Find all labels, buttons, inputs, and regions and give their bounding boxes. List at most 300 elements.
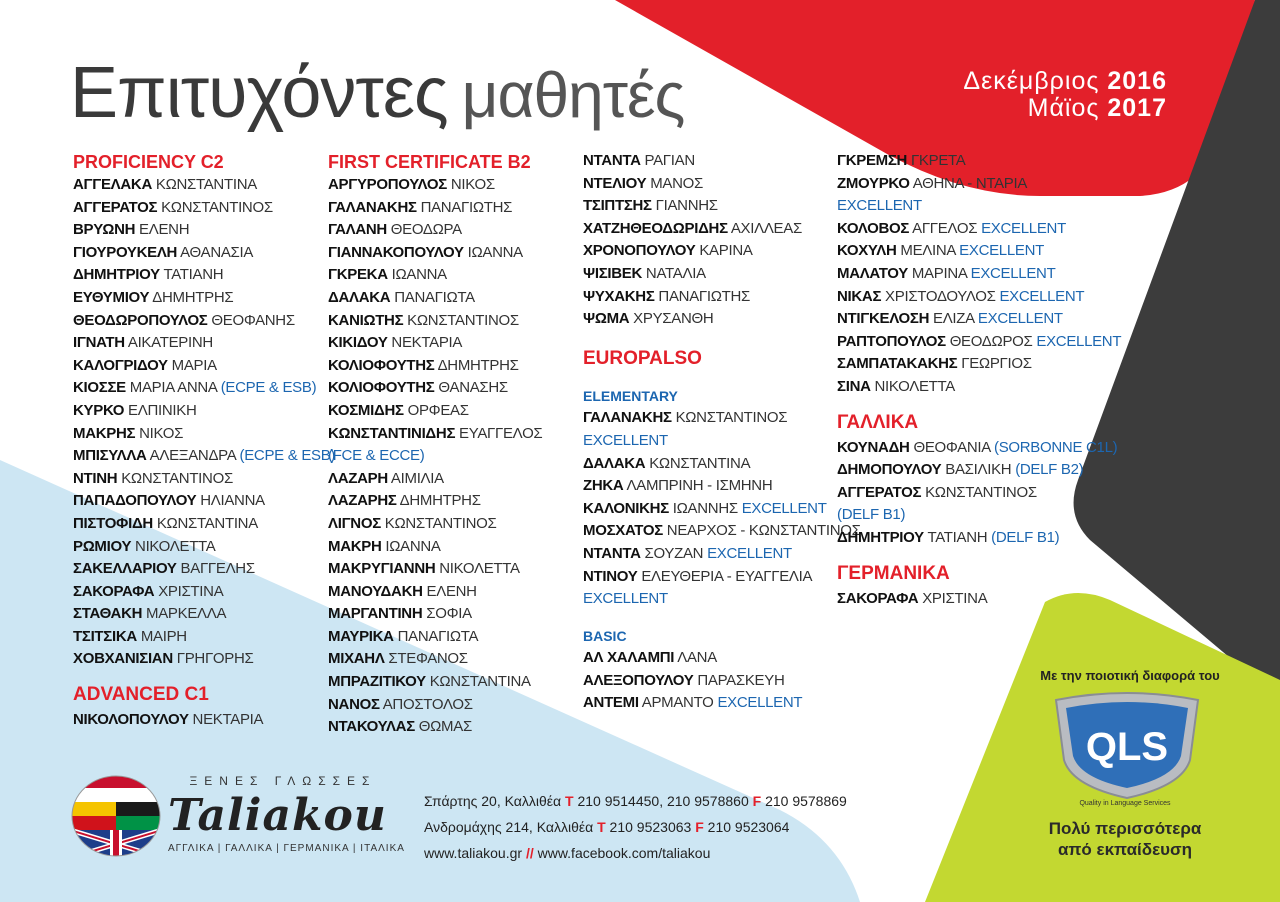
student-surname: ΜΑΝΟΥΔΑΚΗ <box>328 582 423 600</box>
student-surname: ΑΓΓΕΡΑΤΟΣ <box>73 198 158 216</box>
student-surname: ΑΛΕΞΟΠΟΥΛΟΥ <box>583 671 694 689</box>
student-firstname: ΧΡΙΣΤΟΔΟΥΛΟΣ <box>885 287 996 305</box>
student-surname: ΝΤΙΝΟΥ <box>583 567 638 585</box>
list-elementary <box>583 407 861 610</box>
qls-logo-text: QLS <box>1085 725 1169 769</box>
student-row <box>73 648 328 671</box>
student-surname: ΝΙΚΑΣ <box>837 287 882 305</box>
student-surname: ΧΟΒΧΑΝΙΣΙΑΝ <box>73 650 173 668</box>
student-row <box>583 588 838 611</box>
student-surname: ΝΤΕΛΙΟΥ <box>583 174 647 192</box>
student-row <box>73 709 328 732</box>
student-row <box>73 558 328 581</box>
address-2: Ανδρομάχης 214, Καλλιθέα <box>424 819 594 835</box>
distinction-note: EXCELLENT <box>741 499 827 517</box>
student-firstname: ΑΧΙΛΛΕΑΣ <box>730 219 802 237</box>
student-surname: ΑΝΤΕΜΙ <box>583 694 639 712</box>
student-surname: ΨΙΣΙΒΕΚ <box>583 264 643 282</box>
student-surname: ΑΛ ΧΑΛΑΜΠΙ <box>583 649 675 667</box>
student-surname: ΚΟΧΥΛΗ <box>837 242 897 260</box>
student-surname: ΒΡΥΩΝΗ <box>73 221 136 239</box>
student-firstname: ΘΕΟΔΩΡΟΣ <box>949 332 1033 350</box>
student-firstname: ΘΑΝΑΣΗΣ <box>438 379 508 397</box>
student-firstname: ΟΡΦΕΑΣ <box>407 401 469 419</box>
student-row <box>837 588 1092 611</box>
student-surname: ΜΑΡΓΑΝΤΙΝΗ <box>328 605 423 623</box>
student-surname: ΣΑΚΟΡΑΦΑ <box>73 582 155 600</box>
school-languages: ΑΓΓΛΙΚΑ | ΓΑΛΛΙΚΑ | ΓΕΡΜΑΝΙΚΑ | ΙΤΑΛΙΚΑ <box>168 843 405 854</box>
date-month-1: Δεκέμβριος <box>963 67 1100 95</box>
student-surname: ΑΡΓΥΡΟΠΟΥΛΟΣ <box>328 176 447 193</box>
student-firstname: ΕΛΕΝΗ <box>426 582 477 600</box>
student-row <box>73 603 328 626</box>
section-proficiency-heading: PROFICIENCY C2 <box>73 152 224 172</box>
student-surname: ΝΑΝΟΣ <box>328 695 380 713</box>
student-row <box>837 459 1092 482</box>
section-german-heading: ΓΕΡΜΑΝΙΚΑ <box>837 562 950 584</box>
student-row <box>837 437 1118 460</box>
student-row <box>73 423 328 446</box>
student-row <box>328 513 583 536</box>
student-surname: ΑΓΓΕΡΑΤΟΣ <box>837 483 922 501</box>
phone-1: 210 9514450, 210 9578860 <box>577 793 749 809</box>
student-surname: ΨΥΧΑΚΗΣ <box>583 287 655 305</box>
student-surname: ΨΩΜΑ <box>583 310 630 328</box>
subsection-basic-heading: BASIC <box>583 627 627 644</box>
list-basic <box>583 647 838 715</box>
student-firstname: ΑΙΜΙΛΙΑ <box>390 469 444 487</box>
student-firstname: ΚΩΝΣΤΑΝΤΙΝΟΣ <box>407 311 519 329</box>
fax-2: 210 9523064 <box>707 819 790 835</box>
student-firstname: ΠΑΡΑΣΚΕΥΗ <box>697 671 785 689</box>
student-surname: ΝΤΙΓΚΕΛΟΣΗ <box>837 310 930 328</box>
student-firstname: ΧΡΙΣΤΙΝΑ <box>158 582 224 600</box>
student-row <box>583 543 838 566</box>
student-surname: ΓΑΛΑΝΑΚΗΣ <box>583 409 672 427</box>
student-firstname: ΜΑΡΙΝΑ <box>911 264 967 282</box>
student-surname: ΑΓΓΕΛΑΚΑ <box>73 176 152 193</box>
contact-line-3 <box>424 840 847 866</box>
student-row <box>73 264 328 287</box>
student-firstname: ΚΩΝΣΤΑΝΤΙΝΑ <box>156 514 258 532</box>
student-firstname: ΑΙΚΑΤΕΡΙΝΗ <box>127 334 213 352</box>
student-surname: ΔΑΛΑΚΑ <box>583 454 646 472</box>
student-firstname: ΘΕΟΦΑΝΗΣ <box>211 311 295 329</box>
distinction-note: EXCELLENT <box>837 197 922 215</box>
student-row <box>328 174 583 197</box>
student-firstname: ΜΑΡΙΑ <box>171 356 217 374</box>
student-surname: ΜΑΥΡΙΚΑ <box>328 627 394 645</box>
student-row <box>73 197 328 220</box>
date-line-2 <box>963 95 1167 122</box>
student-surname: ΓΚΡΕΚΑ <box>328 266 388 284</box>
student-row <box>73 513 328 536</box>
student-firstname: ΚΩΝΣΤΑΝΤΙΝΑ <box>155 176 257 193</box>
student-firstname: ΑΘΑΝΑΣΙΑ <box>180 243 254 261</box>
student-row <box>328 716 583 739</box>
student-row <box>328 377 583 400</box>
student-row <box>583 173 838 196</box>
student-row <box>73 490 328 513</box>
student-firstname: ΝΙΚΟΣ <box>450 176 495 193</box>
date-month-2: Μάϊος <box>1027 94 1100 122</box>
student-row <box>328 287 583 310</box>
distinction-note: EXCELLENT <box>707 544 792 562</box>
student-surname: ΣΑΚΕΛΛΑΡΙΟΥ <box>73 560 177 578</box>
student-firstname: ΓΚΡΕΤΑ <box>910 152 966 169</box>
student-firstname: ΧΡΥΣΑΝΘΗ <box>633 310 714 328</box>
student-firstname: ΝΕΚΤΑΡΙΑ <box>192 711 264 729</box>
exam-dates <box>963 68 1167 122</box>
student-firstname: ΠΑΝΑΓΙΩΤΗΣ <box>658 287 751 305</box>
student-firstname: ΜΑΝΟΣ <box>650 174 703 192</box>
distinction-note: (ECPE & ESB) <box>239 447 336 465</box>
student-row <box>328 445 583 468</box>
student-firstname: ΙΩΑΝΝΑ <box>385 537 441 555</box>
student-firstname: ΓΡΗΓΟΡΗΣ <box>176 650 254 668</box>
student-surname: ΔΗΜΟΠΟΥΛΟΥ <box>837 461 942 479</box>
student-row <box>328 490 583 513</box>
student-row <box>837 263 1092 286</box>
list-french <box>837 437 1118 550</box>
distinction-note: EXCELLENT <box>999 287 1085 305</box>
student-surname: ΚΥΡΚΟ <box>73 401 125 419</box>
student-row <box>837 240 1092 263</box>
qls-subtitle: Quality in Language Services <box>1079 800 1171 807</box>
distinction-note: EXCELLENT <box>977 310 1063 328</box>
student-firstname: ΘΕΟΦΑΝΙΑ <box>913 438 991 456</box>
column-2 <box>328 150 583 739</box>
phone-label-2: T <box>597 819 606 835</box>
distinction-note: EXCELLENT <box>717 694 803 712</box>
student-row <box>583 195 838 218</box>
facebook-link[interactable]: www.facebook.com/taliakou <box>537 845 711 861</box>
student-row <box>328 603 583 626</box>
student-surname: ΛΙΓΝΟΣ <box>328 514 381 532</box>
subsection-elementary-heading: ELEMENTARY <box>583 387 678 404</box>
student-row <box>837 527 1092 550</box>
student-firstname: ΣΟΦΙΑ <box>426 605 472 623</box>
link-separator: // <box>525 845 534 861</box>
distinction-note: (DELF B2) <box>1015 461 1084 479</box>
student-firstname: ΓΕΩΡΓΙΟΣ <box>961 355 1032 373</box>
student-row <box>583 286 838 309</box>
student-firstname: ΑΘΗΝΑ - ΝΤΑΡΙΑ <box>912 174 1028 192</box>
student-row <box>73 581 328 604</box>
student-row <box>328 242 583 265</box>
distinction-note: EXCELLENT <box>981 219 1066 237</box>
student-row <box>328 400 583 423</box>
student-row <box>328 648 583 671</box>
student-row <box>583 308 838 331</box>
student-row <box>328 581 583 604</box>
student-firstname: ΚΩΝΣΤΑΝΤΙΝΟΣ <box>675 409 788 427</box>
student-row <box>583 498 838 521</box>
student-surname: ΚΑΛΟΓΡΙΔΟΥ <box>73 356 168 374</box>
student-firstname: ΑΛΕΞΑΝΔΡΑ <box>149 447 236 465</box>
student-row <box>837 308 1092 331</box>
student-surname: ΛΑΖΑΡΗΣ <box>328 492 397 510</box>
student-row <box>73 287 328 310</box>
student-row <box>73 626 328 649</box>
student-row <box>73 355 328 378</box>
student-row <box>837 376 1092 399</box>
student-row <box>328 355 583 378</box>
student-firstname: ΚΩΝΣΤΑΝΤΙΝΟΣ <box>925 483 1037 501</box>
phone-2: 210 9523063 <box>609 819 692 835</box>
student-surname: ΖΗΚΑ <box>583 477 624 495</box>
student-row <box>837 504 1092 527</box>
student-firstname: ΝΙΚΟΛΕΤΤΑ <box>439 560 520 578</box>
student-firstname: ΤΑΤΙΑΝΗ <box>163 266 224 284</box>
distinction-note: (DELF B1) <box>837 506 906 524</box>
distinction-note: (SORBONNE C1L) <box>994 438 1118 456</box>
student-row <box>73 536 328 559</box>
list-first <box>328 174 583 739</box>
student-firstname: ΝΙΚΟΛΕΤΤΑ <box>135 537 216 555</box>
qls-caption: Με την ποιοτική διαφορά του <box>1040 668 1220 683</box>
student-row <box>583 566 838 589</box>
student-row <box>583 475 838 498</box>
distinction-note: EXCELLENT <box>583 431 668 449</box>
student-surname: ΔΗΜΗΤΡΙΟΥ <box>837 528 924 546</box>
student-firstname: ΕΛΕΥΘΕΡΙΑ - ΕΥΑΓΓΕΛΙΑ <box>641 567 813 585</box>
list-basic-continued <box>837 150 1122 399</box>
student-firstname: ΝΕΑΡΧΟΣ - ΚΩΝΣΤΑΝΤΙΝΟΣ <box>666 522 861 540</box>
student-surname: ΖΜΟΥΡΚΟ <box>837 174 910 192</box>
student-firstname: ΜΑΙΡΗ <box>140 627 187 645</box>
address-1: Σπάρτης 20, Καλλιθέα <box>424 793 562 809</box>
student-surname: ΠΙΣΤΟΦΙΔΗ <box>73 514 153 532</box>
student-row <box>328 332 583 355</box>
student-firstname: ΣΤΕΦΑΝΟΣ <box>388 650 468 668</box>
student-surname: ΝΤΑΚΟΥΛΑΣ <box>328 718 415 736</box>
list-first-continued <box>583 150 838 331</box>
student-firstname: ΒΑΣΙΛΙΚΗ <box>945 461 1012 479</box>
student-surname: ΜΠΡΑΖΙΤΙΚΟΥ <box>328 673 426 691</box>
student-row <box>583 647 838 670</box>
student-surname: ΚΟΛΟΒΟΣ <box>837 219 910 237</box>
student-surname: ΙΓΝΑΤΗ <box>73 334 125 352</box>
student-surname: ΣΙΝΑ <box>837 377 871 395</box>
student-firstname: ΠΑΝΑΓΙΩΤΑ <box>394 288 475 306</box>
column-4 <box>837 150 1122 610</box>
student-firstname: ΣΟΥΖΑΝ <box>644 544 704 562</box>
student-surname: ΤΣΙΤΣΙΚΑ <box>73 627 137 645</box>
student-firstname: ΚΩΝΣΤΑΝΤΙΝΑ <box>429 673 531 691</box>
student-firstname: ΙΩΑΝΝΑ <box>391 266 447 284</box>
student-row <box>583 218 838 241</box>
student-firstname: ΤΑΤΙΑΝΗ <box>927 528 988 546</box>
student-surname: ΝΤΙΝΗ <box>73 469 118 487</box>
student-row <box>583 407 838 430</box>
student-firstname: ΝΙΚΟΣ <box>139 424 184 442</box>
student-firstname: ΙΩΑΝΝΑ <box>467 243 523 261</box>
student-surname: ΝΙΚΟΛΟΠΟΥΛΟΥ <box>73 711 189 729</box>
student-row <box>328 671 583 694</box>
student-firstname: ΝΙΚΟΛΕΤΤΑ <box>874 377 955 395</box>
student-surname: ΚΩΝΣΤΑΝΤΙΝΙΔΗΣ <box>328 424 456 442</box>
student-firstname: ΘΕΟΔΩΡΑ <box>390 221 462 239</box>
student-surname: ΝΤΑΝΤΑ <box>583 544 641 562</box>
student-surname: ΤΣΙΠΤΣΗΣ <box>583 197 652 215</box>
student-surname: ΚΑΛΟΝΙΚΗΣ <box>583 499 669 517</box>
student-row <box>73 219 328 242</box>
qls-tagline <box>1020 818 1230 860</box>
student-surname: ΣΑΚΟΡΑΦΑ <box>837 589 919 607</box>
distinction-note: EXCELLENT <box>583 590 668 608</box>
qls-tagline-line-2: από εκπαίδευση <box>1057 840 1193 859</box>
title-part2: μαθητές <box>461 59 685 131</box>
student-firstname: ΜΕΛΙΝΑ <box>900 242 956 260</box>
student-firstname: ΛΑΝΑ <box>677 649 717 667</box>
student-firstname: ΕΥΑΓΓΕΛΟΣ <box>459 424 543 442</box>
fax-label: F <box>752 793 762 809</box>
student-surname: ΡΩΜΙΟΥ <box>73 537 132 555</box>
student-row <box>837 195 1092 218</box>
student-surname: ΚΑΝΙΩΤΗΣ <box>328 311 404 329</box>
student-firstname: ΧΡΙΣΤΙΝΑ <box>922 589 988 607</box>
student-firstname: ΚΩΝΣΤΑΝΤΙΝΟΣ <box>121 469 233 487</box>
student-surname: ΡΑΠΤΟΠΟΥΛΟΣ <box>837 332 946 350</box>
student-surname: ΜΙΧΑΗΛ <box>328 650 385 668</box>
student-surname: ΘΕΟΔΩΡΟΠΟΥΛΟΣ <box>73 311 208 329</box>
distinction-note: (ECPE & ESB) <box>220 379 317 397</box>
student-firstname: ΓΙΑΝΝΗΣ <box>655 197 718 215</box>
date-year-1: 2016 <box>1107 67 1167 95</box>
student-surname: ΓΑΛΑΝΑΚΗΣ <box>328 198 417 216</box>
student-surname: ΓΚΡΕΜΣΗ <box>837 152 908 169</box>
student-row <box>73 310 328 333</box>
student-row <box>583 150 838 173</box>
student-surname: ΠΑΠΑΔΟΠΟΥΛΟΥ <box>73 492 197 510</box>
student-surname: ΔΑΛΑΚΑ <box>328 288 391 306</box>
contact-line-1 <box>424 788 847 814</box>
website-link[interactable]: www.taliakou.gr <box>424 845 523 861</box>
contact-line-2 <box>424 814 847 840</box>
student-row <box>328 219 583 242</box>
student-surname: ΓΙΟΥΡΟΥΚΕΛΗ <box>73 243 178 261</box>
distinction-note: EXCELLENT <box>1036 332 1122 350</box>
student-row <box>328 626 583 649</box>
student-surname: ΜΑΚΡΗ <box>328 537 382 555</box>
student-row <box>583 520 861 543</box>
page-title <box>70 52 684 134</box>
list-german <box>837 588 1092 611</box>
student-firstname: ΕΛΕΝΗ <box>139 221 190 239</box>
student-firstname: ΚΩΝΣΤΑΝΤΙΝΟΣ <box>384 514 497 532</box>
student-surname: ΣΤΑΘΑΚΗ <box>73 605 143 623</box>
student-firstname: ΑΓΓΕΛΟΣ <box>912 219 978 237</box>
student-row <box>73 468 328 491</box>
student-surname: ΕΥΘΥΜΙΟΥ <box>73 288 150 306</box>
student-row <box>328 468 583 491</box>
student-surname: ΚΙΚΙΔΟΥ <box>328 334 388 352</box>
student-surname: ΛΑΖΑΡΗ <box>328 469 388 487</box>
student-row <box>583 430 838 453</box>
student-firstname: ΘΩΜΑΣ <box>418 718 472 736</box>
fax-1: 210 9578869 <box>765 793 847 809</box>
contact-info <box>424 788 847 866</box>
student-row <box>328 558 583 581</box>
section-french-heading: ΓΑΛΛΙΚΑ <box>837 411 919 433</box>
student-firstname: ΝΑΤΑΛΙΑ <box>645 264 706 282</box>
student-firstname: ΛΑΜΠΡΙΝΗ - ΙΣΜΗΝΗ <box>626 477 773 495</box>
student-row <box>328 197 583 220</box>
student-firstname: ΠΑΝΑΓΙΩΤΗΣ <box>420 198 513 216</box>
date-year-2: 2017 <box>1107 94 1167 122</box>
student-row <box>837 286 1092 309</box>
student-row <box>837 482 1092 505</box>
student-surname: ΜΑΚΡΗΣ <box>73 424 136 442</box>
student-surname: ΣΑΜΠΑΤΑΚΑΚΗΣ <box>837 355 958 373</box>
column-1 <box>73 150 336 732</box>
student-surname: ΜΟΣΧΑΤΟΣ <box>583 522 663 540</box>
student-row <box>583 240 838 263</box>
student-surname: ΜΑΛΑΤΟΥ <box>837 264 908 282</box>
student-row <box>837 218 1092 241</box>
student-row <box>328 536 583 559</box>
student-row <box>837 331 1122 354</box>
student-row <box>73 377 328 400</box>
student-firstname: ΜΑΡΚΕΛΛΑ <box>146 605 227 623</box>
school-tagline: ΞΕΝΕΣ ΓΛΩΣΣΕΣ <box>189 774 377 788</box>
student-row <box>583 692 838 715</box>
student-surname: ΜΠΙΣΥΛΛΑ <box>73 447 147 465</box>
student-row <box>73 332 328 355</box>
student-row <box>328 423 583 446</box>
student-firstname: ΒΑΓΓΕΛΗΣ <box>180 560 255 578</box>
section-europalso-heading: EUROPALSO <box>583 347 702 369</box>
distinction-note: EXCELLENT <box>959 242 1044 260</box>
student-firstname: ΚΑΡΙΝΑ <box>699 242 753 260</box>
student-surname: ΚΟΛΙΟΦΟΥΤΗΣ <box>328 356 435 374</box>
student-row <box>73 242 328 265</box>
list-proficiency <box>73 174 336 671</box>
student-row <box>583 670 838 693</box>
student-row <box>73 445 336 468</box>
student-firstname: ΚΩΝΣΤΑΝΤΙΝΑ <box>649 454 751 472</box>
student-row <box>583 263 838 286</box>
student-surname: ΧΡΟΝΟΠΟΥΛΟΥ <box>583 242 696 260</box>
distinction-note: (DELF B1) <box>991 528 1060 546</box>
student-surname: ΝΤΑΝΤΑ <box>583 152 641 169</box>
student-row <box>837 150 1092 173</box>
student-row <box>328 264 583 287</box>
student-row <box>837 353 1092 376</box>
student-firstname: ΑΠΟΣΤΟΛΟΣ <box>382 695 473 713</box>
student-firstname: ΡΑΓΙΑΝ <box>644 152 695 169</box>
student-surname: ΚΟΛΙΟΦΟΥΤΗΣ <box>328 379 435 397</box>
student-firstname: ΜΑΡΙΑ ΑΝΝΑ <box>129 379 217 397</box>
student-firstname: ΚΩΝΣΤΑΝΤΙΝΟΣ <box>161 198 273 216</box>
student-row <box>328 694 583 717</box>
title-part1: Επιτυχόντες <box>70 53 448 133</box>
student-firstname: ΔΗΜΗΤΡΗΣ <box>437 356 519 374</box>
student-firstname: ΑΡΜΑΝΤΟ <box>641 694 714 712</box>
student-surname: ΓΑΛΑΝΗ <box>328 221 387 239</box>
distinction-note: EXCELLENT <box>970 264 1056 282</box>
student-firstname: ΔΗΜΗΤΡΗΣ <box>152 288 234 306</box>
school-brand <box>168 774 405 854</box>
fax-label-2: F <box>695 819 704 835</box>
section-first-heading: FIRST CERTIFICATE B2 <box>328 152 531 172</box>
student-row <box>328 310 583 333</box>
student-surname: ΔΗΜΗΤΡΙΟΥ <box>73 266 160 284</box>
student-row <box>837 173 1092 196</box>
student-surname: ΚΙΟΣΣΕ <box>73 379 126 397</box>
list-advanced <box>73 709 328 732</box>
